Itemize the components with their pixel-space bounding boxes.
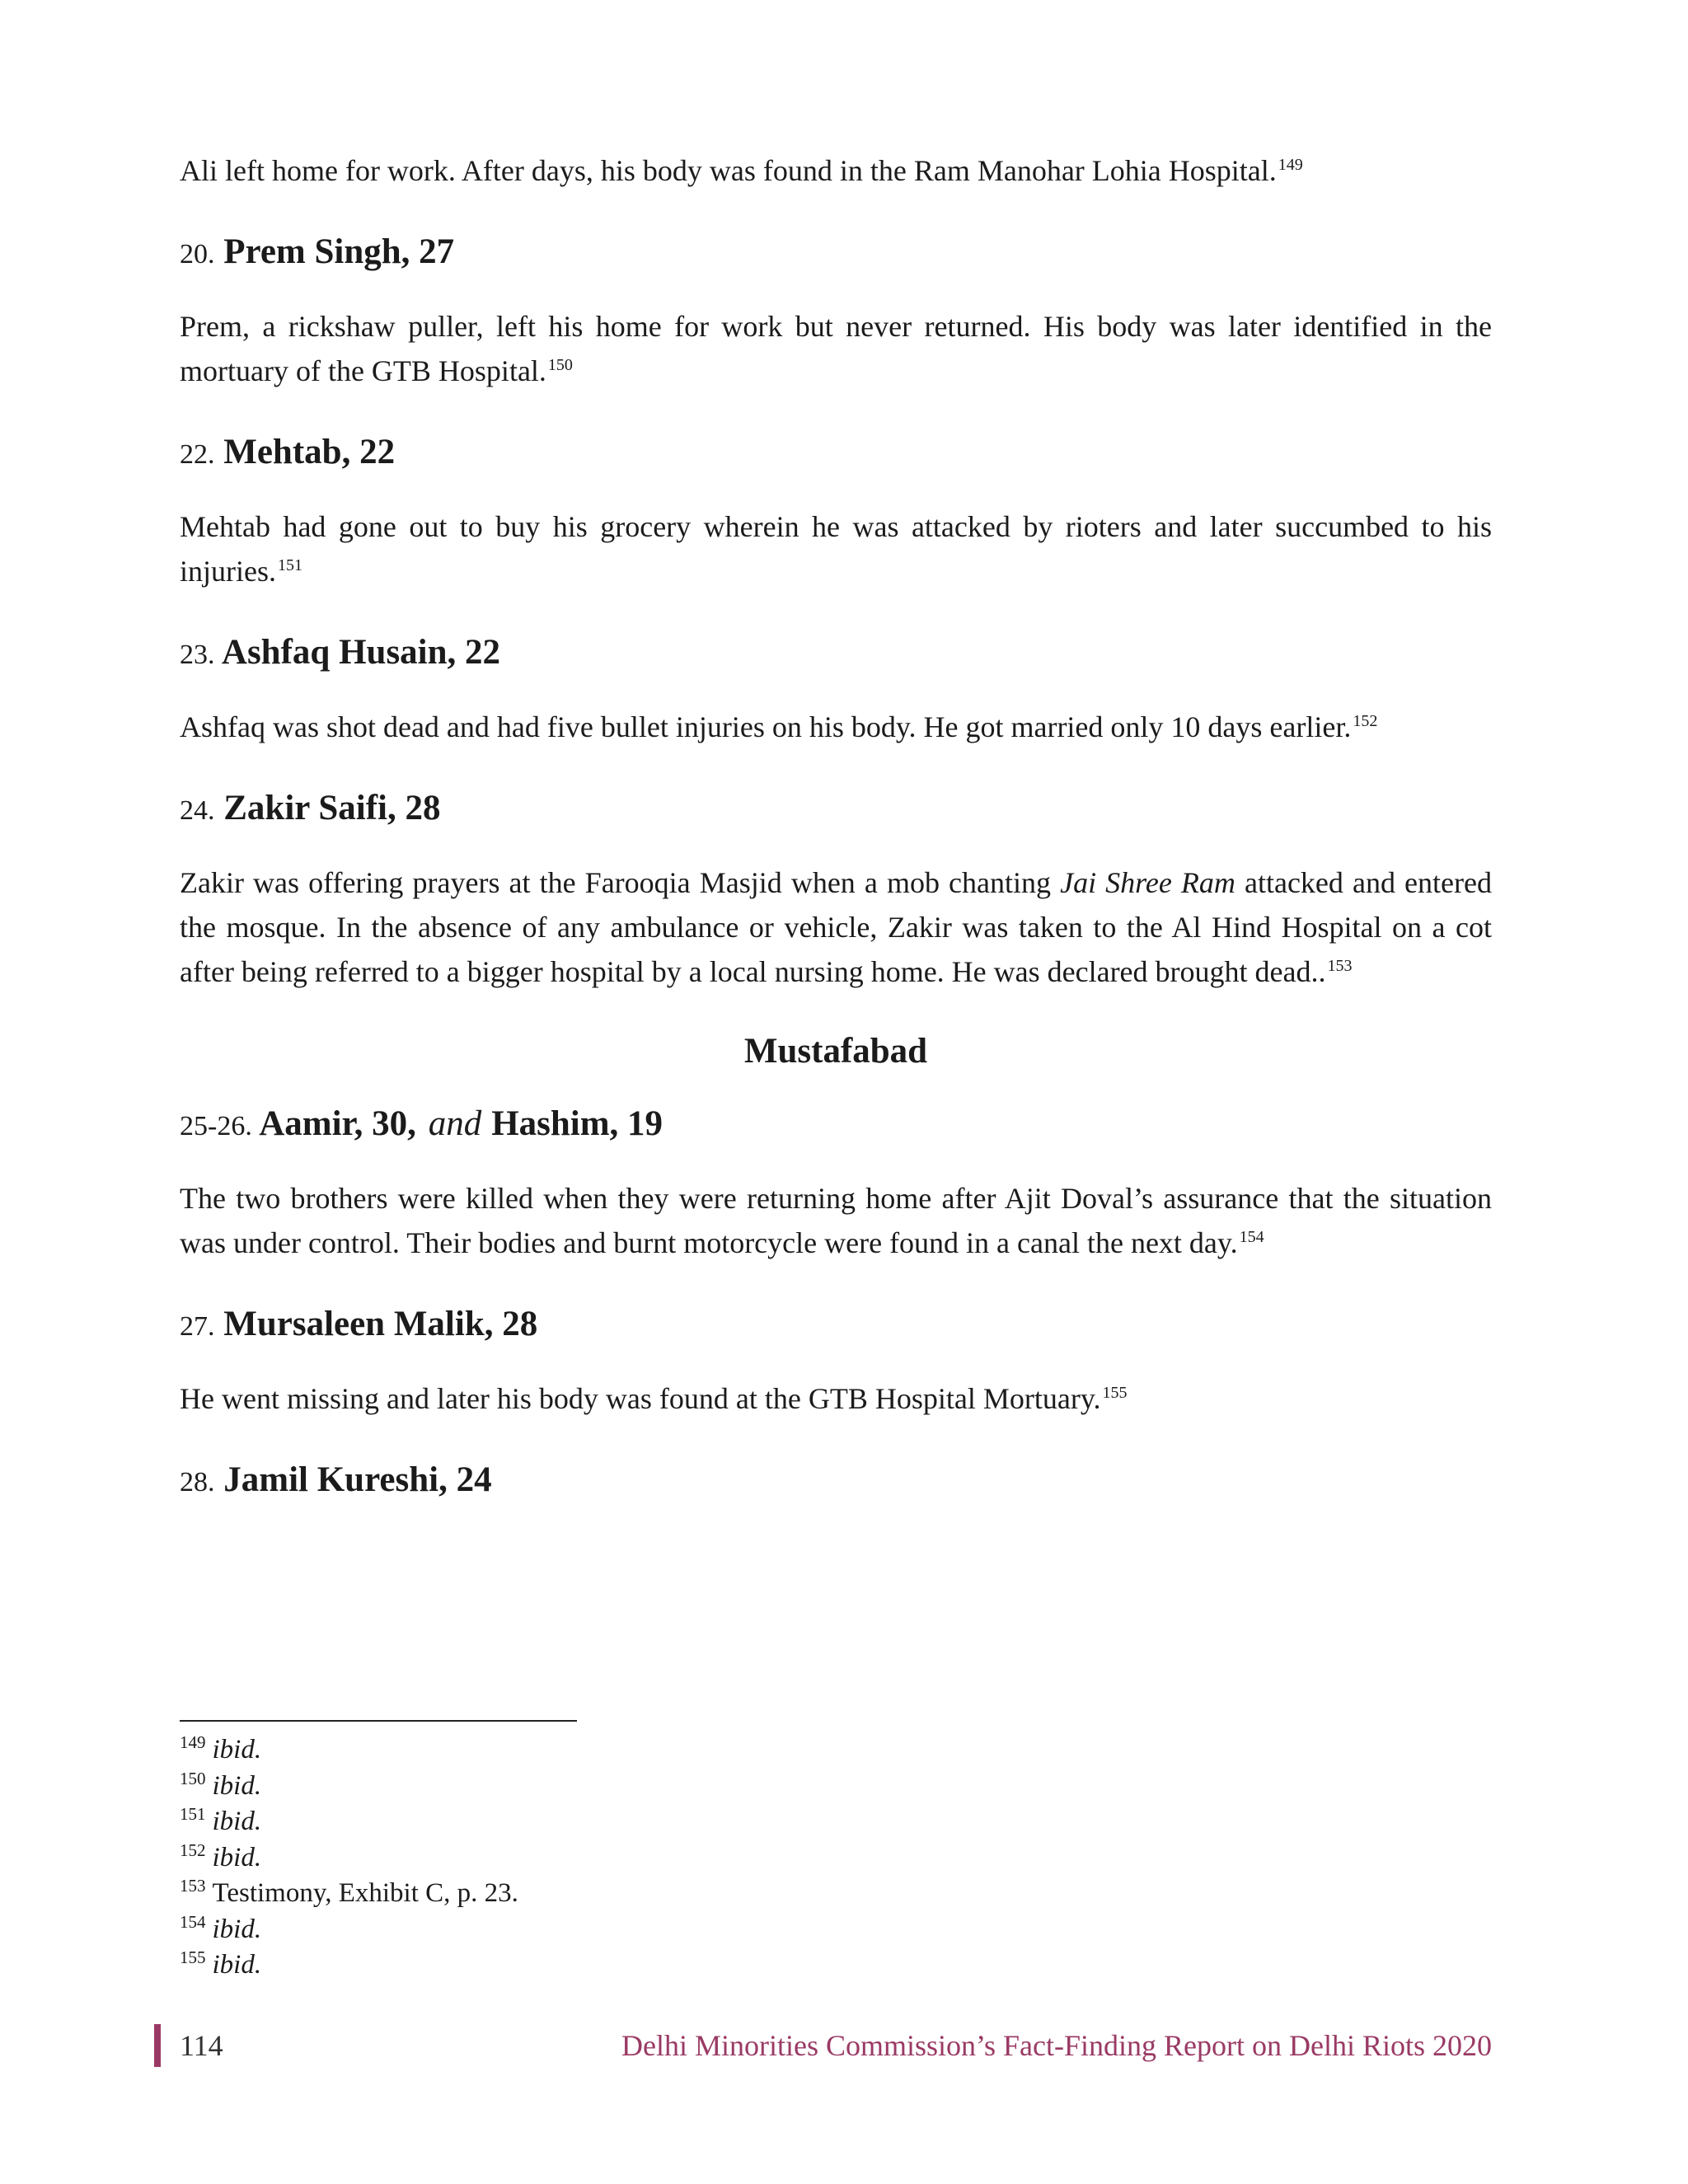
footnote-number: 155	[180, 1947, 206, 1967]
section-title: Mustafabad	[743, 1032, 928, 1071]
footnote-text: ibid.	[212, 1807, 262, 1836]
footnote	[180, 1804, 921, 1840]
entry-name: Aamir, 30,	[259, 1104, 416, 1143]
entry-heading	[180, 429, 1492, 478]
entry-number: 25-26.	[180, 1111, 252, 1141]
entry-heading	[180, 1301, 1492, 1350]
intro-text: Ali left home for work. After days, his body was found in the Ram Manohar Lohia Hospital.	[180, 154, 1277, 187]
footnote-ref: 154	[1239, 1228, 1264, 1246]
running-footer-title: Delhi Minorities Commission’s Fact-Finding Report on Delhi Riots 2020	[621, 2029, 1492, 2062]
entry-heading	[180, 1101, 1492, 1150]
entry-paragraph	[180, 1376, 1492, 1421]
entry-name: Hashim, 19	[491, 1104, 663, 1143]
entry-text: Ashfaq was shot dead and had five bullet injuries on his body. He got married only 10 days earlier.	[180, 710, 1352, 743]
main-content	[180, 148, 1492, 1506]
entry-name: Ashfaq Husain, 22	[221, 633, 501, 672]
footnote-number: 153	[180, 1876, 206, 1896]
entry-number: 20.	[180, 239, 215, 269]
entry-name: Mehtab, 22	[223, 433, 396, 471]
entry-heading	[180, 1457, 1492, 1506]
footnotes	[180, 1732, 921, 1984]
entry-paragraph	[180, 504, 1492, 593]
footnote-number: 149	[180, 1732, 206, 1752]
entry-number: 24.	[180, 795, 215, 826]
entry-heading	[180, 785, 1492, 834]
footnote-number: 150	[180, 1768, 206, 1788]
entry-text: attacked and entered the mosque. In the absence of any ambulance or vehicle, Zakir was taken to the Al Hind Hospital on a cot after being referred to a bigger hospital by a local nursing home. He was declared brought dead..	[180, 866, 1492, 988]
page-number: 114	[180, 2029, 223, 2062]
footnote-ref: 149	[1278, 156, 1303, 174]
footnote-ref: 151	[277, 556, 302, 574]
footnote-text: ibid.	[212, 1842, 262, 1872]
footnote-number: 152	[180, 1840, 206, 1860]
footnote	[180, 1769, 921, 1805]
footnote-text: ibid.	[212, 1735, 262, 1765]
entry-text: He went missing and later his body was found at the GTB Hospital Mortuary.	[180, 1382, 1101, 1415]
entry-text: Zakir was offering prayers at the Farooqia Masjid when a mob chanting	[180, 866, 1061, 899]
footnote-text: ibid.	[212, 1950, 262, 1980]
entry-text-italic: Jai Shree Ram	[1060, 866, 1236, 899]
footnote	[180, 1876, 921, 1912]
footnote-ref: 152	[1353, 712, 1378, 730]
footnote-text: ibid.	[212, 1770, 262, 1801]
entry-heading	[180, 630, 1492, 678]
entry-paragraph	[180, 304, 1492, 393]
entry-number: 23.	[180, 640, 215, 670]
entry-name: Mursaleen Malik, 28	[223, 1305, 538, 1343]
footnote	[180, 1840, 921, 1877]
entry-heading	[180, 229, 1492, 278]
entry-paragraph	[180, 705, 1492, 749]
footnote-text: ibid.	[212, 1914, 262, 1944]
entry-text: Prem, a rickshaw puller, left his home for work but never returned. His body was later identified in the mortuary of the GTB Hospital.	[180, 310, 1492, 387]
entry-number: 28.	[180, 1467, 215, 1497]
entry-conjunction: and	[428, 1104, 482, 1143]
entry-number: 22.	[180, 439, 215, 470]
footnote-ref: 150	[547, 356, 573, 374]
entry-text: Mehtab had gone out to buy his grocery wherein he was attacked by rioters and later succumbed to his injuries.	[180, 510, 1492, 588]
footnote-ref: 153	[1327, 957, 1353, 975]
entry-name: Prem Singh, 27	[223, 232, 455, 271]
footnote-number: 154	[180, 1911, 206, 1932]
entry-paragraph	[180, 1176, 1492, 1265]
footnote-ref: 155	[1102, 1384, 1128, 1402]
footnote	[180, 1947, 921, 1984]
entry-name: Zakir Saifi, 28	[223, 789, 441, 827]
entry-paragraph	[180, 860, 1492, 994]
footnote-number: 151	[180, 1804, 206, 1824]
entry-name: Jamil Kureshi, 24	[223, 1460, 492, 1499]
entry-text: The two brothers were killed when they were returning home after Ajit Doval’s assurance that the situation was under control. Their bodies and burnt motorcycle were found in a canal the next day.	[180, 1182, 1492, 1259]
intro-paragraph	[180, 148, 1492, 193]
footnote-text: Testimony, Exhibit C, p. 23.	[212, 1878, 518, 1908]
entry-number: 27.	[180, 1311, 215, 1342]
footer-accent-bar	[154, 2024, 161, 2067]
footnote	[180, 1912, 921, 1948]
footnote	[180, 1732, 921, 1769]
footnote-divider	[180, 1720, 577, 1722]
